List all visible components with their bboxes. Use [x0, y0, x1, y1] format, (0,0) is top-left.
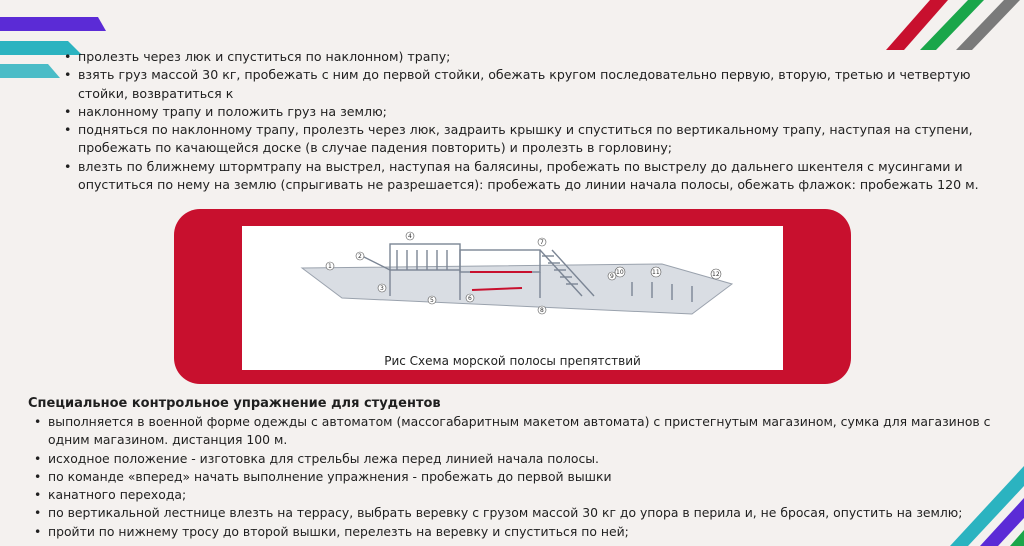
figure-marker-label: 2	[358, 253, 362, 260]
list-item: • наклонному трапу и положить груз на землю;	[78, 103, 1024, 121]
student-exercise-list	[48, 413, 1008, 541]
figure-caption: Рис Схема морской полосы препятствий	[384, 354, 641, 368]
figure-marker-label: 4	[408, 233, 412, 240]
figure-marker-label: 3	[380, 285, 384, 292]
figure-marker-label: 10	[616, 269, 624, 276]
list-item: • выполняется в военной форме одежды с автоматом (массогабаритным макетом автомата) с пристегнутым магазином, сумка для магазинов с одним магазином. дистанция 100 м.	[48, 413, 1008, 450]
figure-marker-label: 5	[430, 297, 434, 304]
list-item: • пролезть через люк и спуститься по наклонном) трапу;	[78, 48, 1024, 66]
list-item: • пройти по нижнему тросу до второй вышки, перелезть на веревку и спуститься по ней;	[48, 523, 1008, 541]
section-title: Специальное контрольное упражнение для студентов	[28, 396, 441, 411]
figure-marker-label: 9	[610, 273, 614, 280]
figure-marker-label: 6	[468, 295, 472, 302]
list-item: • взять груз массой 30 кг, пробежать с ним до первой стойки, обежать кругом последовательно первую, вторую, третью и четвертую стойки, возвратиться к	[78, 66, 1024, 103]
figure-marker-label: 11	[652, 269, 660, 276]
list-item: • исходное положение - изготовка для стрельбы лежа перед линией начала полосы.	[48, 450, 1008, 468]
figure-marker-label: 1	[328, 263, 332, 270]
list-item: • по вертикальной лестнице влезть на террасу, выбрать веревку с грузом массой 30 кг до упора в перила и, не бросая, опустить на землю;	[48, 504, 1008, 522]
figure-marker-label: 12	[712, 271, 720, 278]
figure-marker-label: 8	[540, 307, 544, 314]
obstacle-course-diagram	[242, 226, 783, 346]
obstacle-course-figure	[242, 226, 783, 370]
list-item: • влезть по ближнему штормтрапу на выстрел, наступая на балясины, пробежать по выстрелу до дальнего шкентеля с мусингами и опуститься по нему на землю (спрыгивать не разрешается): пробежать до линии начала полосы, обежать флажок: пробежать 120 м.	[78, 158, 1024, 195]
list-item: • по команде «вперед» начать выполнение упражнения - пробежать до первой вышки	[48, 468, 1008, 486]
obstacle-steps-list	[78, 48, 1024, 194]
list-item: • канатного перехода;	[48, 486, 1008, 504]
figure-marker-label: 7	[540, 239, 544, 246]
list-item: • подняться по наклонному трапу, пролезть через люк, задраить крышку и спуститься по вертикальному трапу, наступая на ступени, пробежать по качающейся доске (в случае падения повторить) и пролезть в горловину;	[78, 121, 1024, 158]
